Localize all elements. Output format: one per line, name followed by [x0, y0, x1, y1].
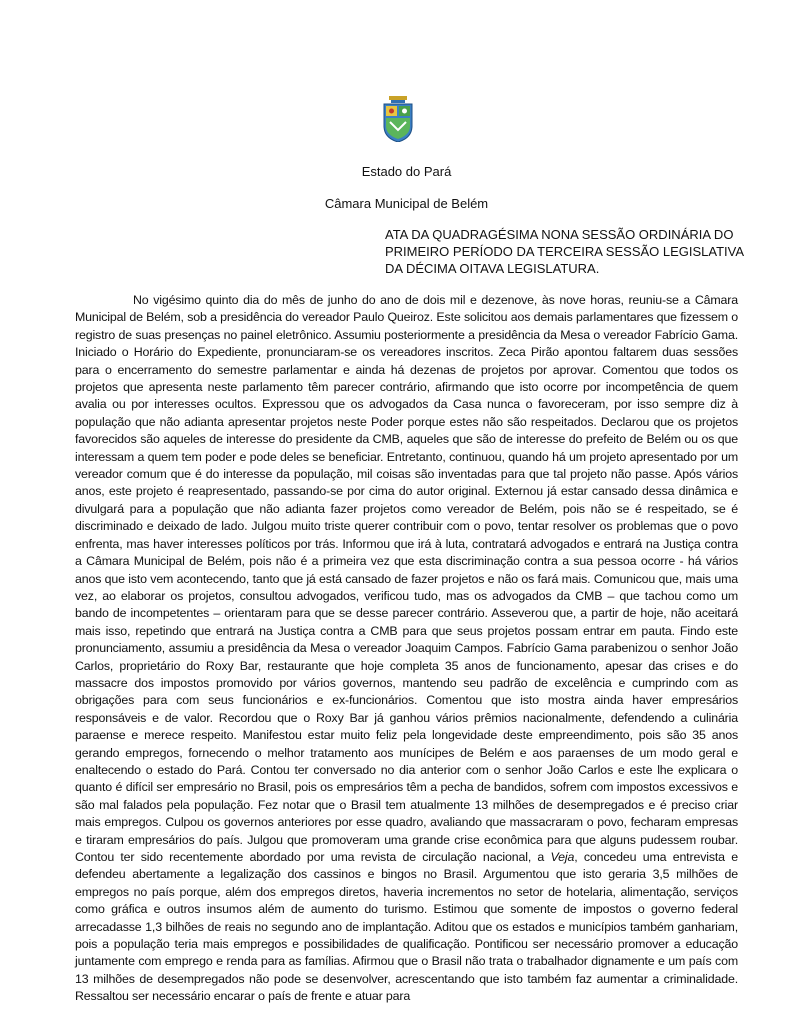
minutes-body-part-2: , concedeu uma entrevista e defendeu abertamente a legalização dos cassinos e bingos no Brasil. Argumentou que isto geraria 3,5 milhões de empregos no país porque, além dos empregos diretos, haveria incrementos no setor de hotelaria, alimentação, serviços como gráfica e outros insumos além de aumento do turismo. Estimou que somente de impostos o governo federal arrecadasse 1,3 bilhões de reais no segundo ano de implantação. Aditou que os estados e municípios também ganhariam, pois a população teria mais empregos e possibilidades de qualificação. Pontificou ser necessário promover a educação juntamente com emprego e renda para as famílias. Afirmou que o Brasil não trata o trabalhador dignamente e um país com 13 milhões de desempregados não pode se desenvolver, acrescentando que isto também faz aumentar a criminalidade. Ressaltou ser necessário encarar o país de frente e atuar para: [75, 850, 738, 1004]
council-title: Câmara Municipal de Belém: [324, 196, 489, 211]
state-title: Estado do Pará: [361, 164, 452, 179]
minutes-body-part-1: No vigésimo quinto dia do mês de junho do ano de dois mil e dezenove, às nove horas, reuniu-se a Câmara Municipal de Belém, sob a presidência do vereador Paulo Queiroz. Este solicitou aos demais parlamentares que fizessem o registro de suas presenças no painel eletrônico. Assumiu posteriormente a presidência da Mesa o vereador Fabrício Gama. Iniciado o Horário do Expediente, pronunciaram-se os vereadores inscritos. Zeca Pirão apontou faltarem duas sessões para o encerramento do semestre parlamentar e ainda há dezenas de projetos por aprovar. Comentou que todos os projetos que apresenta neste parlamento têm parecer contrário, afirmando que isto ocorre por incompetência de quem avalia ou por interesses ocultos. Expressou que os advogados da Casa nunca o favoreceram, por isso sempre diz à população que não adianta apresentar projetos neste Poder porque estes não são respeitados. Declarou que os projetos favorecidos são aqueles de interesse do presidente da CMB, aqueles que são de interesse do prefeito de Belém ou os que interessam a quem tem poder e pode deles se beneficiar. Entretanto, continuou, quando há um projeto apresentado por um vereador comum que é do interesse da população, mil coisas são inventadas para que tal projeto não passe. Após vários anos, este projeto é reapresentado, passando-se por cima do autor original. Externou já estar cansado dessa dinâmica e divulgará para a população que não adianta fazer projetos como vereador de Belém, pois não se é respeitado, se é discriminado e deixado de lado. Julgou muito triste querer contribuir com o povo, tentar resolver os problemas que o povo enfrenta, mas haver interesses políticos por trás. Informou que irá à luta, contratará advogados e entrará na Justiça contra a Câmara Municipal de Belém, pois não é a primeira vez que esta discriminação contra a sua pessoa ocorre - há vários anos que isto vem acontecendo, tanto que já está cansado de fazer projetos e não os fará mais. Comunicou que, mais uma vez, ao elaborar os projetos, consultou advogados, verificou tudo, mas os advogados da CMB – que tachou como um bando de incompetentes – orientaram para que se desse parecer contrário. Asseverou que, a partir de hoje, não aceitará mais isso, repetindo que entrará na Justiça contra a CMB para que seus projetos possam entrar em pauta. Findo este pronunciamento, assumiu a presidência da Mesa o vereador Joaquim Campos. Fabrício Gama parabenizou o senhor João Carlos, proprietário do Roxy Bar, restaurante que hoje completa 35 anos de funcionamento, apesar das crises e do massacre dos impostos promovido por vários governos, mantendo seu padrão de excelência e cumprindo com as obrigações para com seus funcionários e ex-funcionários. Comentou que isto mostra ainda haver empresários responsáveis e de valor. Recordou que o Roxy Bar já ganhou vários prêmios nacionalmente, defendendo a culinária paraense e merece respeito. Manifestou estar muito feliz pela longevidade deste empreendimento, pois são 35 anos gerando empregos, fornecendo o melhor tratamento aos munícipes de Belém e aos paraenses de um modo geral e enaltecendo o estado do Pará. Contou ter conversado no dia anterior com o senhor João Carlos e este lhe explicara o quanto é difícil ser empresário no Brasil, pois os empresários têm a pecha de bandidos, sofrem com impostos excessivos e são mal falados pela população. Fez notar que o Brasil tem atualmente 13 milhões de desempregados e é preciso criar mais empregos. Culpou os governos anteriores por esse quadro, avaliando que massacraram o povo, fecharam empresas e tiraram empresários do país. Julgou que promoveram uma grande crise econômica para que alguns pudessem roubar. Contou ter sido recentemente abordado por uma revista de circulação nacional, a: [75, 293, 738, 864]
minutes-body: [75, 292, 738, 1006]
magazine-name: Veja: [550, 850, 575, 864]
minutes-title: ATA DA QUADRAGÉSIMA NONA SESSÃO ORDINÁRIA DO PRIMEIRO PERÍODO DA TERCEIRA SESSÃO LEGISLATIVA DA DÉCIMA OITAVA LEGISLATURA.: [385, 227, 744, 276]
belem-coat-of-arms-icon: [383, 96, 413, 142]
